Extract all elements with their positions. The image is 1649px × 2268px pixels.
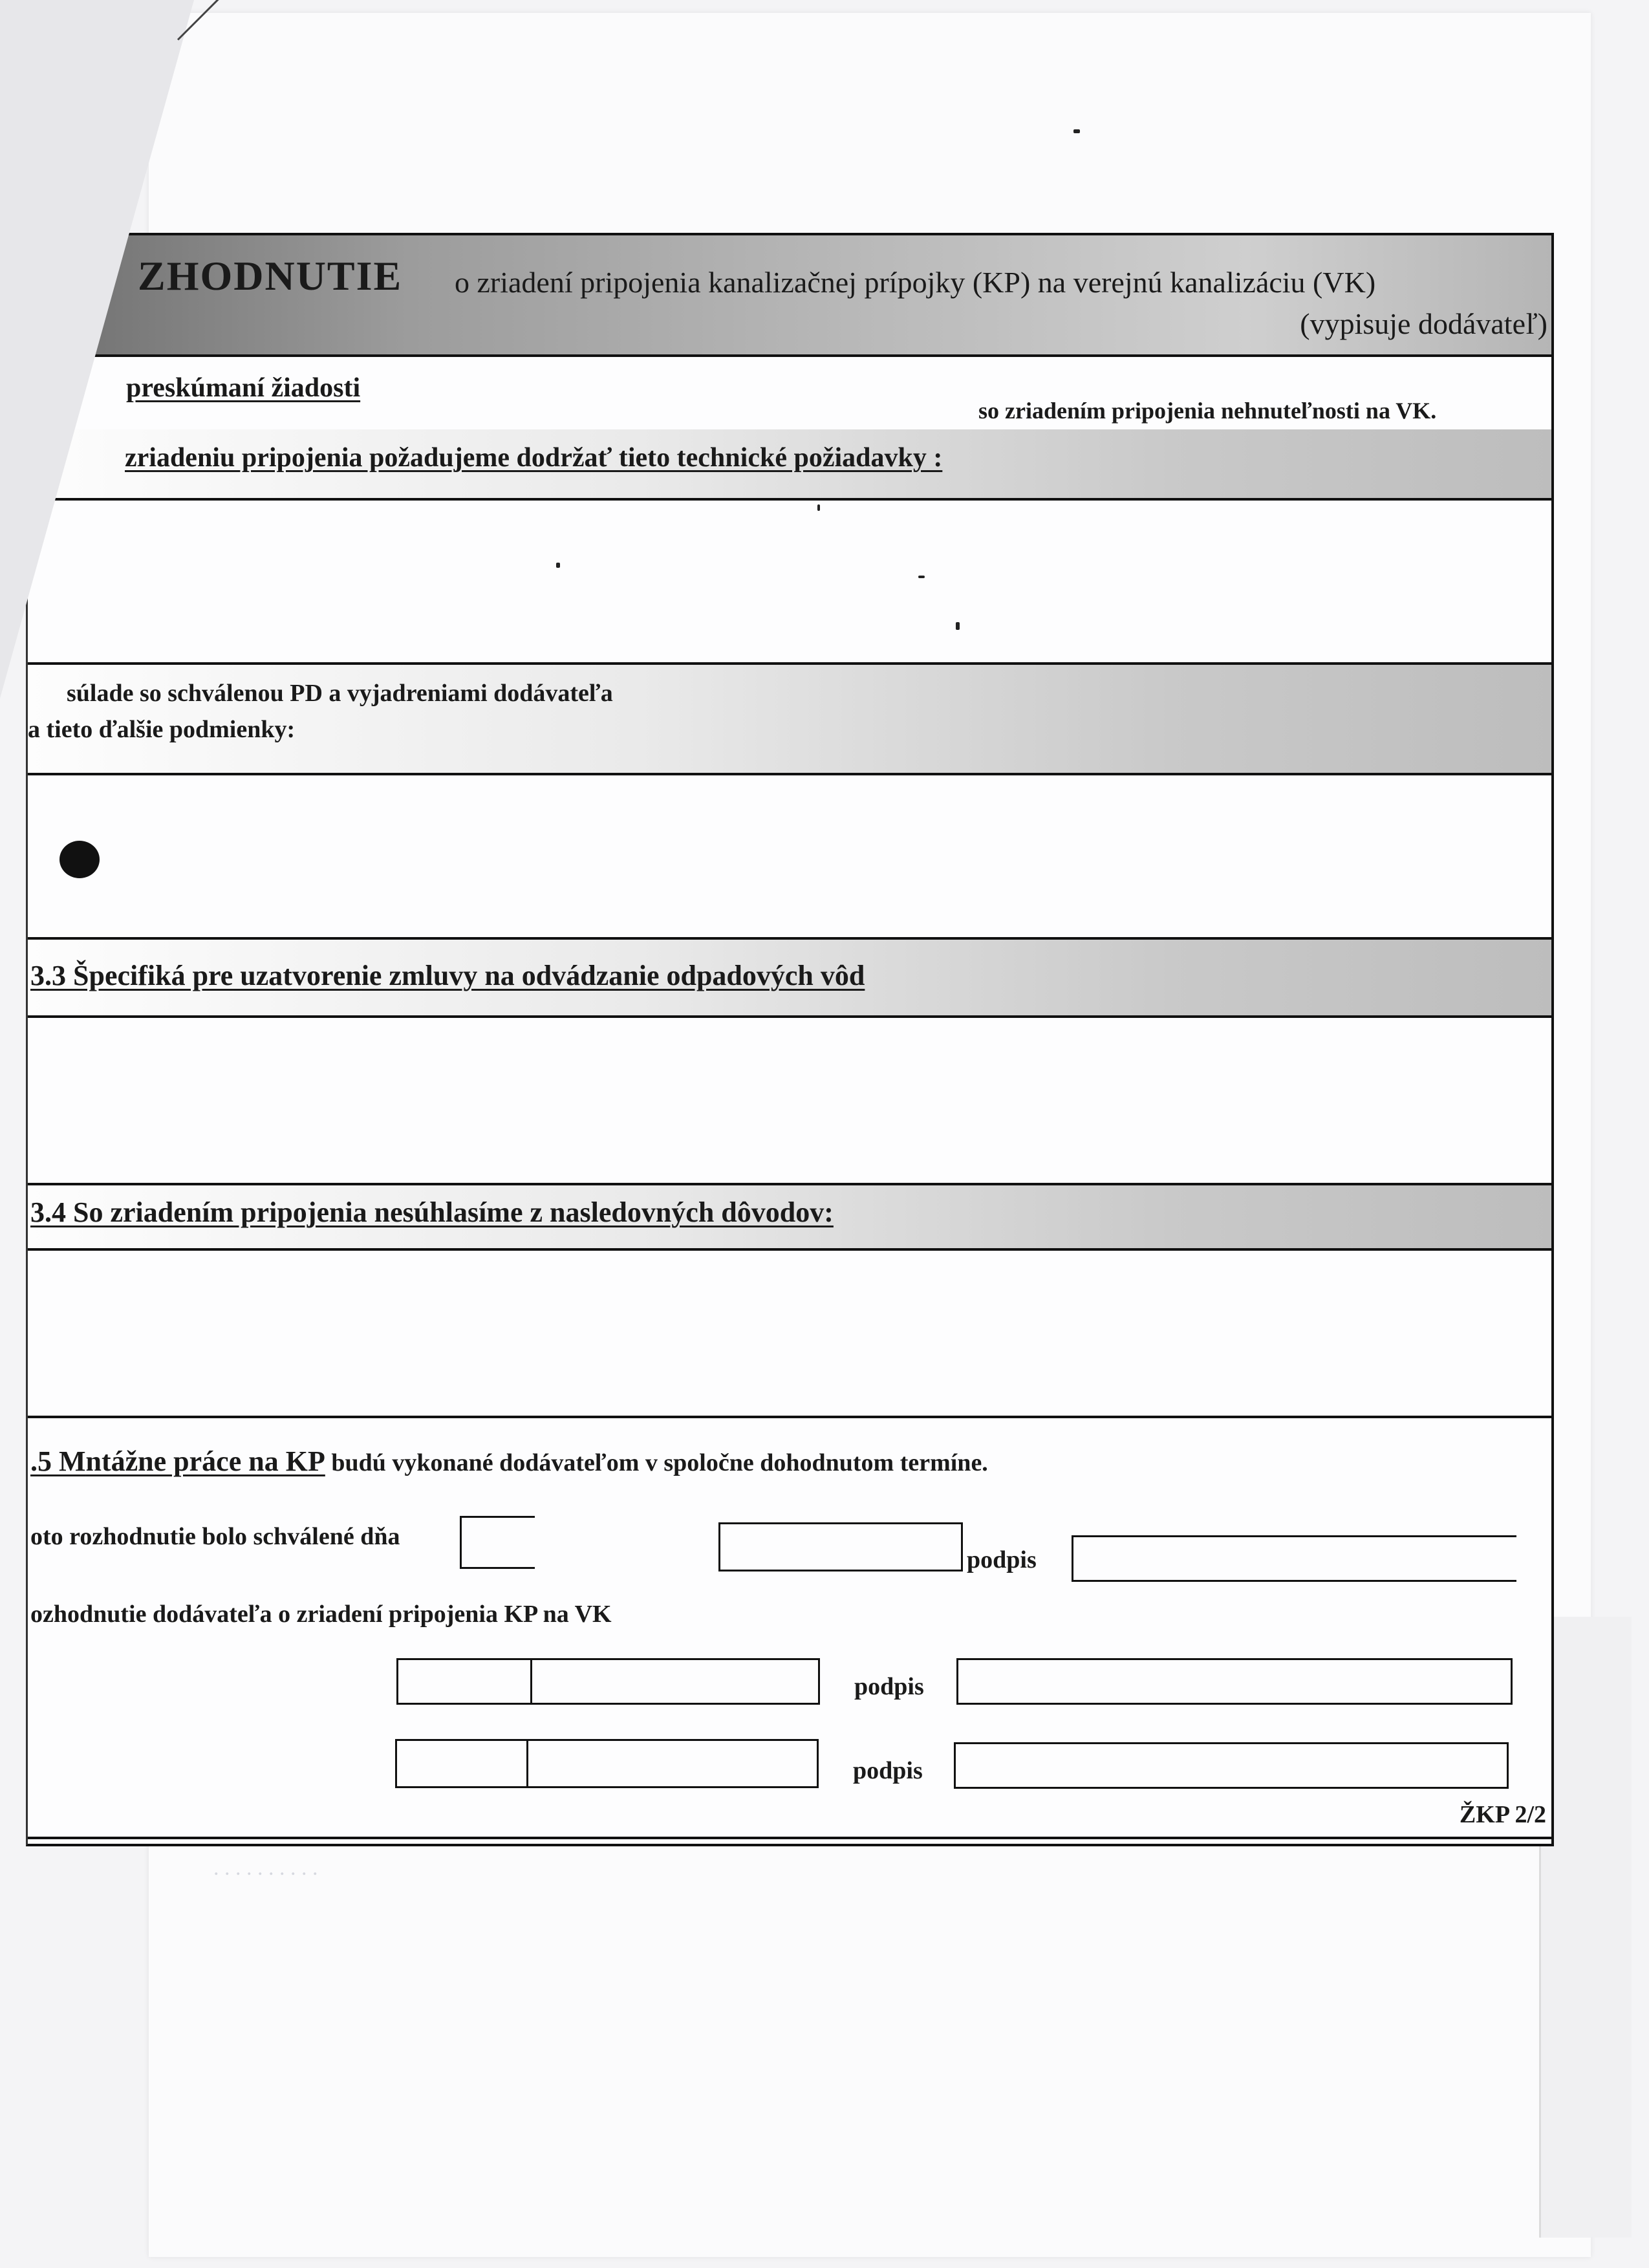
- requirements-band: [28, 429, 1551, 501]
- decision-row2-signature-label: podpis: [854, 1673, 924, 1700]
- conditions-line1: súlade so schválenou PD a vyjadreniami dodávateľa: [67, 680, 613, 707]
- approval-signature-field[interactable]: [1072, 1535, 1516, 1582]
- section-3-4-band: [28, 1183, 1551, 1251]
- conditions-band: [28, 662, 1551, 775]
- approved-label: oto rozhodnutie bolo schválené dňa: [30, 1523, 400, 1550]
- dust-speck: [1073, 129, 1080, 133]
- requirements-label: zriadeniu pripojenia požadujeme dodržať tieto technické požiadavky :: [125, 443, 943, 473]
- review-right-text: so zriadením pripojenia nehnuteľnosti na VK.: [978, 398, 1437, 424]
- section-3-4-label: 3.4 So zriadením pripojenia nesúhlasíme z nasledovných dôvodov:: [30, 1196, 834, 1228]
- decision-row2-field[interactable]: [396, 1658, 820, 1705]
- form-bottom-rule: [28, 1837, 1551, 1841]
- decision-row2-signature-field[interactable]: [956, 1658, 1513, 1705]
- section-3-5-number: .5 M: [30, 1445, 86, 1477]
- bleed-through-text: . . . . . . . . . .: [213, 1856, 318, 1880]
- dust-speck: [956, 622, 960, 630]
- title-band: [28, 235, 1551, 357]
- conditions-line2: a tieto ďalšie podmienky:: [28, 716, 296, 743]
- approval-date-field[interactable]: [460, 1516, 535, 1569]
- dust-speck: [817, 504, 820, 511]
- section-3-5-line: [28, 1416, 1551, 1420]
- approval-signature-label: podpis: [967, 1546, 1037, 1573]
- form-note: (vypisuje dodávateľ): [1300, 307, 1547, 340]
- form-subheading: o zriadení pripojenia kanalizačnej prípojky (KP) na verejnú kanalizáciu (VK): [455, 266, 1376, 299]
- approval-stamp-field[interactable]: [718, 1522, 963, 1571]
- section-3-5-underlined: ntážne práce na KP: [85, 1445, 325, 1477]
- section-3-5-rest: budú vykonané dodávateľom v spoločne dohodnutom termíne.: [325, 1449, 988, 1476]
- decision-row3-field[interactable]: [395, 1739, 819, 1788]
- section-3-3-label: 3.3 Špecifiká pre uzatvorenie zmluvy na odvádzanie odpadových vôd: [30, 960, 865, 991]
- decision-row3-signature-label: podpis: [853, 1757, 923, 1784]
- page-code: ŽKP 2/2: [1459, 1801, 1546, 1828]
- dust-speck: [556, 563, 560, 568]
- section-3-3-band: [28, 937, 1551, 1018]
- form-frame: [26, 233, 1554, 1846]
- dust-speck: [918, 576, 925, 578]
- punch-hole: [59, 841, 100, 878]
- form-heading: ZHODNUTIE: [138, 253, 403, 299]
- decision-label: ozhodnutie dodávateľa o zriadení pripojenia KP na VK: [30, 1601, 612, 1628]
- section-3-5-line-text: [30, 1445, 988, 1478]
- review-label: preskúmaní žiadosti: [126, 373, 361, 403]
- decision-row3-signature-field[interactable]: [954, 1742, 1509, 1789]
- folded-corner: [0, 0, 194, 698]
